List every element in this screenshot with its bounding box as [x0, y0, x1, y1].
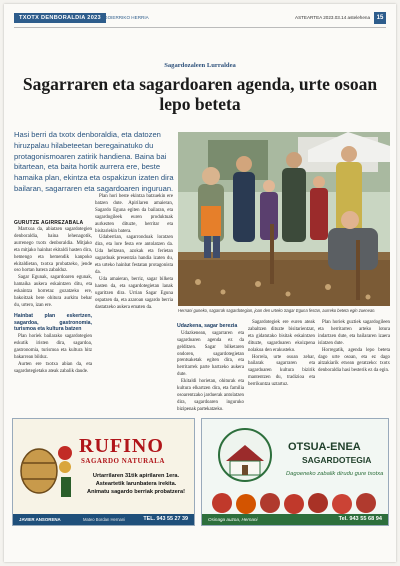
photo-caption: Hernani guneko, sagarrak sagardotegian, joan den urteko Sagar Eguna festan, aurreko beteta egin zuenean.	[178, 308, 376, 313]
rufino-phone: TEL. 943 55 27 39	[143, 516, 188, 522]
paragraph: Ekitaldi horietan, ohiturak eta kultura elkartzen dira, eta familia osoarentzako jarduerak antolatzen dira, sagardoaren inguruko bizipenak partekatzeko.	[177, 379, 244, 412]
otsua-enea-brand: OTSUA-ENEA	[288, 441, 361, 453]
otsua-enea-phone: Tel. 943 55 68 94	[338, 516, 382, 522]
paragraph: Plan horiek bailarako sagardotegien eskutik iristen dira, sagardoa, gastronomia, turismoa eta kultura hitz bakarrean bilduz.	[14, 334, 92, 360]
paragraph: Aurten ere txotxa abian da, eta sagardotegietako ateak zabalik daude.	[14, 361, 92, 374]
otsua-enea-logo	[212, 427, 278, 483]
otsua-enea-footer	[202, 514, 388, 525]
article-column-4	[248, 320, 315, 417]
rufino-brand: RUFINO	[79, 435, 164, 457]
rufino-subtitle: SAGARDO NATURALA	[81, 457, 165, 465]
article-column-5	[318, 320, 390, 417]
paragraph: Horrela, urte osoan zehar, bailarak sagarraren eta sagardoaren kultura bizirik mantentzen du, tradizioa eta berrikuntza uztartuz.	[248, 354, 315, 388]
section-tag: TXOTX DENBORALDIA 2023	[14, 13, 106, 23]
article-kicker: Sagardozaleen Lurraldea	[164, 62, 236, 69]
subheading: Hainbat plan eskertzen, sagardoa, gastronomia, turismoa eta kultura batzen	[14, 312, 92, 333]
newspaper-page	[4, 4, 396, 562]
article-headline: Sagarraren eta sagardoaren agenda, urte osoan lepo beteta	[22, 74, 378, 114]
article-column-3	[177, 320, 244, 417]
issue-date: ASTEARTEA 2023.03.14 astelehena	[295, 15, 370, 20]
page-number: 15	[374, 12, 386, 24]
article-column-1	[14, 227, 92, 417]
paragraph: Plan horiek guztiek sagardogileen eta herritarren arteko lotura indartzen dute, eta bailararen izaera islatzen dute.	[318, 320, 390, 346]
paragraph: Horregatik, agenda lepo beteta dago urte osoan, eta ez dago aitzakiarik etxean geratzeko: txotx denboraldia hasi besterik ez da egin.	[318, 347, 390, 374]
article-photo	[178, 132, 390, 306]
rufino-line-1: Urtarrilaren 31tik apirilaren 1era.	[92, 473, 180, 479]
paragraph: Uda amaieran, berriz, sagar bilketa hasten da, eta sagardotegietan lanak ugaritzen dira. Urrian Sagar Eguna ospatzen da, eta azaroan sagardo berria dastatzeko aukera ematen da.	[95, 276, 173, 310]
subheading: Udazkena, sagar berezia	[177, 323, 238, 329]
otsua-enea-advertisement	[201, 418, 389, 526]
otsua-enea-subtitle: SAGARDOTEGIA	[302, 455, 372, 465]
cider-barrel-icon	[17, 433, 77, 503]
rufino-owner: JAVIER ANSORENA	[19, 517, 61, 522]
page-header-bar	[14, 12, 386, 28]
rufino-footer	[13, 514, 194, 525]
otsua-enea-address: Osinaga auzoa, Hernani	[208, 517, 258, 522]
otsua-enea-slogan: Dagoeneko zabalik dirudu gure txotxa	[286, 471, 384, 477]
article-lead: Hasi berri da txotx denboraldia, eta datozen hiruzpalau hilabeteetan beregainatuko du protagonismoaren zatirik handiena. Baina bai bitartean, eta baita hortik aurrera ere, beste hamaika plan, ekintza eta ospakizun izaten dira bailaran, sagarraren eta sagardoaren inguruan.	[14, 130, 174, 193]
rufino-advertisement	[12, 418, 195, 526]
article-column-2	[95, 194, 173, 417]
paragraph: Sagar Egunak, sagardoaren egunak, hamaika aukera eskaintzen ditu, eta eskaintza horretaz gozatzeko ere, bakoitzak bere ohitura aurkitu behar du, urtero, izan ere.	[14, 275, 92, 308]
paragraph: Sagardotegiek ere euren ateak zabaltzen dituzte bisitarientzat, eta gidatutako bisitak eskaintzen dituzte, sagardoaren ekoizpena nolakoa den erakusteko.	[248, 320, 315, 353]
issue-tag: GOIERRIKO HERRIA	[104, 15, 149, 20]
rufino-address: Mateo Bordan Hernani	[83, 517, 126, 522]
article-byline: GURUTZE AGIRREZABALA	[14, 220, 84, 226]
paragraph: Udazkenean, sagarraren eta sagardoaren agenda ez da gelditzen. Sagar bilketaren ondoren, sagardotegietan prentsaketak egiten dira, eta herritarrek parte hartzeko aukera dute.	[177, 330, 244, 378]
paragraph: Udaberrian, sagarrondoak loratzen dira, eta lore festa ere antolatzen da. Uda heltzean, azokak eta ferietan sagardoak presentzia handia izaten du, eta urteko hainbat festatan protagonista da.	[95, 235, 173, 275]
rufino-line-3: Animatu sagardo berriak probatzera!	[87, 489, 185, 495]
paragraph: Martxoa da, abiatzen sagardotegien denboraldia, baina lehenagotik, aurrenego txotx denboraldia. Mitjako eta mitjako hainbat ekitaldi hasten dira, hemengo eta hemendik kanpoko ekitaldietan, txotxa probatzeko, jende oso hortan batera zabalduz.	[14, 227, 92, 274]
paragraph: Plan hori beste ekintza batzuekin ere batzen dute. Apirilaren amaieran, Sagardo Eguna egiten da bailaran, eta sagardogileek euren produktuak aurkezten dituzte, herritar eta bisitariekin batera.	[95, 194, 173, 234]
rufino-line-2: Asteartetik larunbatera irekita.	[95, 481, 177, 487]
apples-icon	[202, 489, 389, 515]
